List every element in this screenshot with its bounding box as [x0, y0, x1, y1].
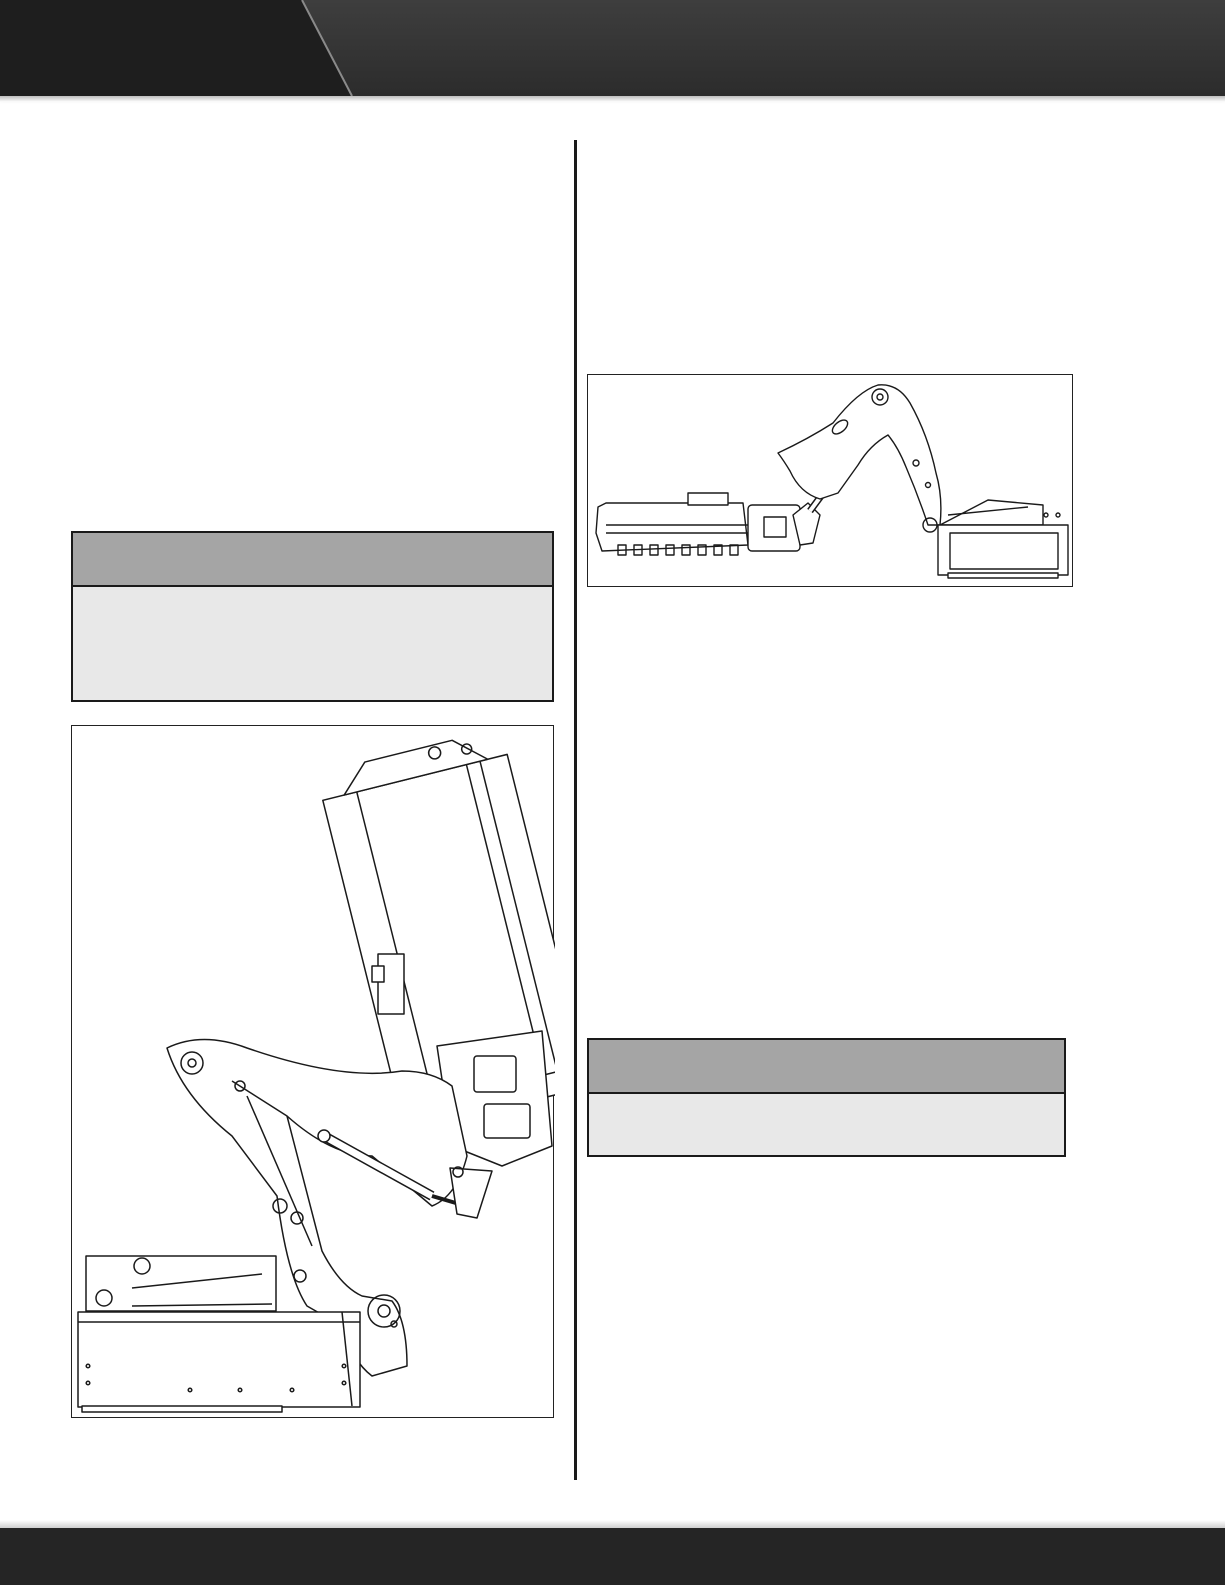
notice-heading-right: [589, 1040, 1064, 1094]
mower-raised-illustration: [72, 726, 555, 1419]
hydraulic-motor: [378, 954, 404, 1014]
notice-heading-left: [73, 533, 552, 587]
column-divider: [574, 140, 577, 1480]
figure-mower-raised: [71, 725, 554, 1418]
page-footer: [0, 1528, 1225, 1585]
footer-shadow: [0, 1520, 1225, 1528]
figure-mower-extended: [587, 374, 1073, 587]
header-underline: [0, 96, 1225, 102]
notice-box-right: [587, 1038, 1066, 1157]
mower-extended-illustration: [588, 375, 1074, 588]
header-tab-edge: [0, 0, 360, 96]
page-header: [0, 0, 1225, 96]
notice-box-left: [71, 531, 554, 702]
